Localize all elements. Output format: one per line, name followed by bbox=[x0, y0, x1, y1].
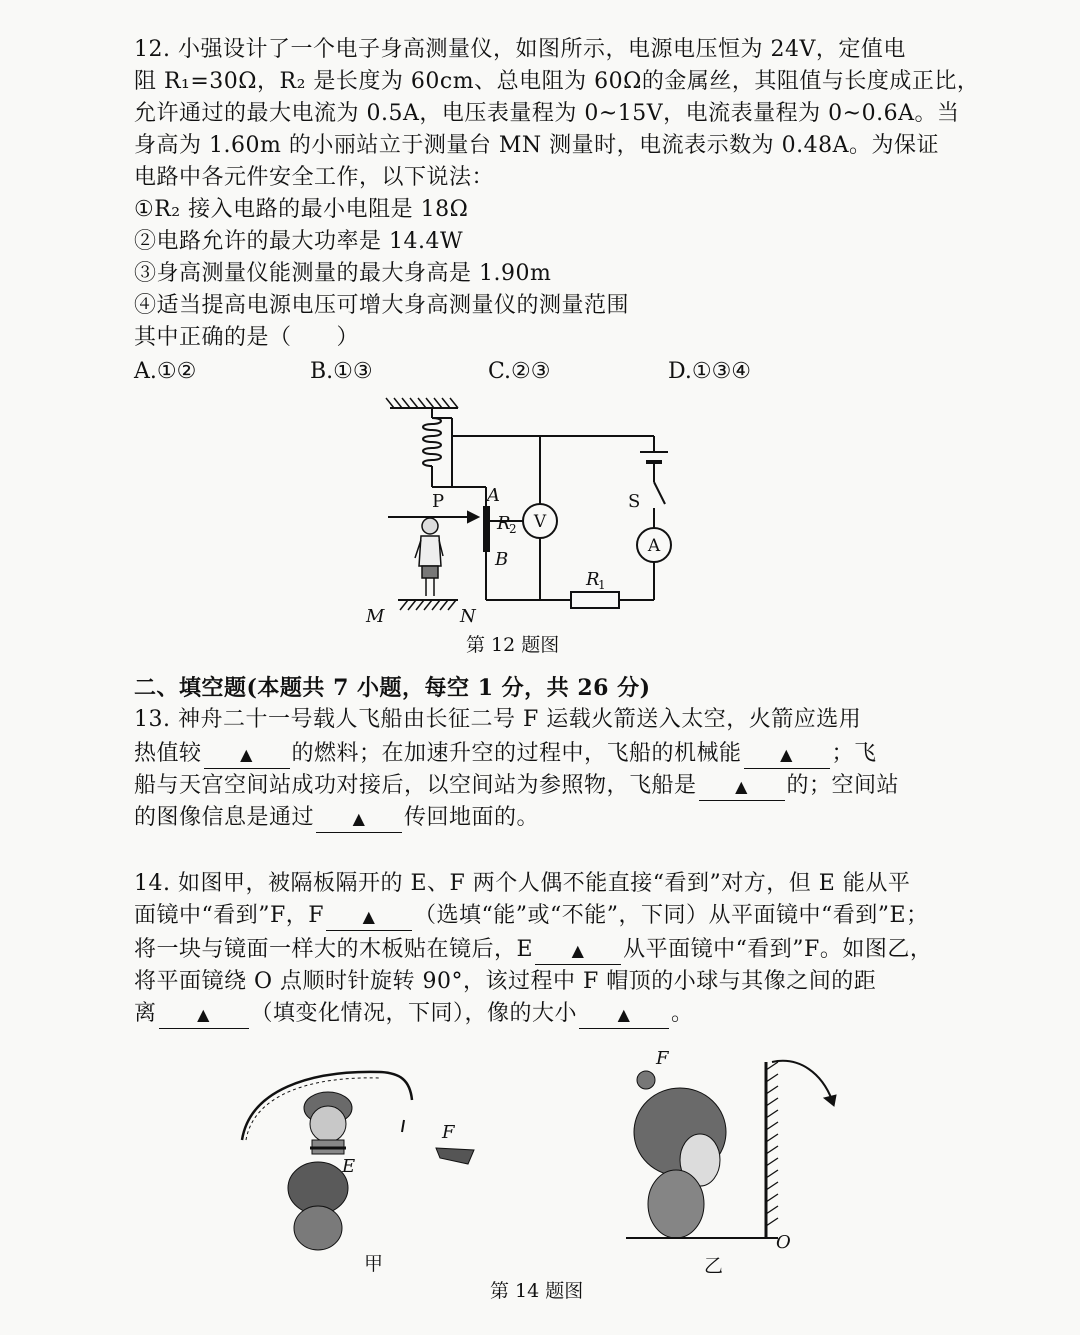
q12-option-a: A.①② bbox=[134, 359, 197, 384]
q13-blank-2[interactable]: ▲ bbox=[744, 742, 830, 769]
q14-blank-4[interactable]: ▲ bbox=[579, 1002, 669, 1029]
q12-line-1: 12. 小强设计了一个电子身高测量仪，如图所示，电源电压恒为 24V，定值电 bbox=[134, 37, 906, 62]
q14-figures bbox=[0, 1040, 1080, 1310]
q13-blank-1[interactable]: ▲ bbox=[204, 742, 290, 769]
person-figure bbox=[415, 518, 443, 596]
label-f-jia: F bbox=[442, 1122, 455, 1143]
rotation-arrow bbox=[772, 1061, 832, 1100]
q14-blank-3[interactable]: ▲ bbox=[159, 1002, 249, 1029]
q14-blank-2[interactable]: ▲ bbox=[535, 938, 621, 965]
q14-blank-1[interactable]: ▲ bbox=[326, 904, 412, 931]
q12-statement-4: ④适当提高电源电压可增大身高测量仪的测量范围 bbox=[134, 293, 630, 318]
q12-line-4: 身高为 1.60m 的小丽站立于测量台 MN 测量时，电流表示数为 0.48A。为保证 bbox=[134, 133, 939, 158]
spring bbox=[423, 418, 441, 466]
q14-text: 将一块与镜面一样大的木板贴在镜后，E bbox=[134, 937, 534, 962]
q12-circuit-figure bbox=[0, 0, 1080, 640]
label-v: V bbox=[533, 512, 547, 532]
q13-blank-4[interactable]: ▲ bbox=[316, 806, 402, 833]
label-r1: R bbox=[586, 569, 600, 590]
q12-statement-3: ③身高测量仪能测量的最大身高是 1.90m bbox=[134, 261, 552, 286]
q14-text: 面镜中“看到”F，F bbox=[134, 903, 325, 928]
q13-line-3 bbox=[134, 770, 964, 802]
q12-statement-1: ①R₂ 接入电路的最小电阻是 18Ω bbox=[134, 197, 469, 222]
q14-text: （选填“能”或“不能”，下同）从平面镜中“看到”E； bbox=[414, 903, 929, 928]
label-f-yi: F bbox=[656, 1048, 669, 1069]
q14-line-4: 将平面镜绕 O 点顺时针旋转 90°，该过程中 F 帽顶的小球与其像之间的距 bbox=[134, 969, 877, 994]
q12-prompt: 其中正确的是（ ） bbox=[134, 325, 360, 350]
label-r2: R bbox=[497, 513, 511, 534]
label-n: N bbox=[460, 606, 476, 627]
q12-line-3: 允许通过的最大电流为 0.5A，电压表量程为 0~15V，电流表量程为 0~0.6A。当 bbox=[134, 101, 960, 126]
resistor-r2 bbox=[484, 507, 489, 551]
q12-line-2: 阻 R₁=30Ω，R₂ 是长度为 60cm、总电阻为 60Ω的金属丝，其阻值与长度成正比， bbox=[134, 69, 980, 94]
label-r2-sub: 2 bbox=[509, 522, 517, 536]
label-yi: 乙 bbox=[704, 1255, 724, 1277]
label-b: B bbox=[495, 549, 509, 570]
resistor-r1 bbox=[571, 592, 619, 608]
q14-text: （填变化情况，下同），像的大小 bbox=[250, 1001, 578, 1026]
q14-line-3 bbox=[134, 934, 964, 966]
ceiling-hatch bbox=[386, 398, 458, 408]
label-s: S bbox=[628, 491, 641, 512]
q12-statement-2: ②电路允许的最大功率是 14.4W bbox=[134, 229, 464, 254]
q13-text: 的；空间站 bbox=[786, 773, 900, 798]
q12-option-c: C.②③ bbox=[488, 359, 551, 384]
q14-line-2 bbox=[134, 900, 964, 932]
q12-option-d: D.①③④ bbox=[668, 359, 752, 384]
q13-text: 热值较 bbox=[134, 741, 202, 766]
figure-yi bbox=[626, 1061, 836, 1238]
q14-text: 。 bbox=[671, 1001, 694, 1026]
q13-line-2 bbox=[134, 738, 964, 770]
q14-text: 从平面镜中“看到”F。如图乙， bbox=[623, 937, 933, 962]
label-m: M bbox=[366, 606, 385, 627]
q13-text: ；飞 bbox=[831, 741, 877, 766]
q14-line-5 bbox=[134, 998, 964, 1030]
label-p: P bbox=[432, 491, 445, 512]
q14-figure-caption: 第 14 题图 bbox=[490, 1280, 584, 1302]
q13-blank-3[interactable]: ▲ bbox=[699, 774, 785, 801]
label-r1-sub: 1 bbox=[598, 578, 606, 592]
label-jia: 甲 bbox=[364, 1253, 384, 1275]
q12-line-5: 电路中各元件安全工作，以下说法： bbox=[134, 165, 495, 190]
q12-figure-caption: 第 12 题图 bbox=[466, 634, 560, 656]
label-a: A bbox=[487, 485, 500, 506]
q14-line-1: 14. 如图甲，被隔板隔开的 E、F 两个人偶不能直接“看到”对方，但 E 能从平 bbox=[134, 871, 911, 896]
q13-line-1: 13. 神舟二十一号载人飞船由长征二号 F 运载火箭送入太空，火箭应选用 bbox=[134, 707, 862, 732]
q13-text: 船与天宫空间站成功对接后，以空间站为参照物，飞船是 bbox=[134, 773, 697, 798]
label-ammeter: A bbox=[647, 536, 661, 556]
switch bbox=[654, 482, 665, 504]
partition-f bbox=[436, 1148, 474, 1164]
section-2-heading: 二、填空题(本题共 7 小题，每空 1 分，共 26 分) bbox=[134, 675, 651, 701]
q14-text: 离 bbox=[134, 1001, 157, 1026]
q13-text: 传回地面的。 bbox=[404, 805, 540, 830]
label-o: O bbox=[776, 1232, 791, 1253]
q12-option-b: B.①③ bbox=[310, 359, 373, 384]
q13-text: 的图像信息是通过 bbox=[134, 805, 315, 830]
label-e: E bbox=[342, 1156, 356, 1177]
q13-text: 的燃料；在加速升空的过程中，飞船的机械能 bbox=[291, 741, 742, 766]
figure-jia bbox=[242, 1072, 474, 1250]
q13-line-4 bbox=[134, 802, 964, 834]
